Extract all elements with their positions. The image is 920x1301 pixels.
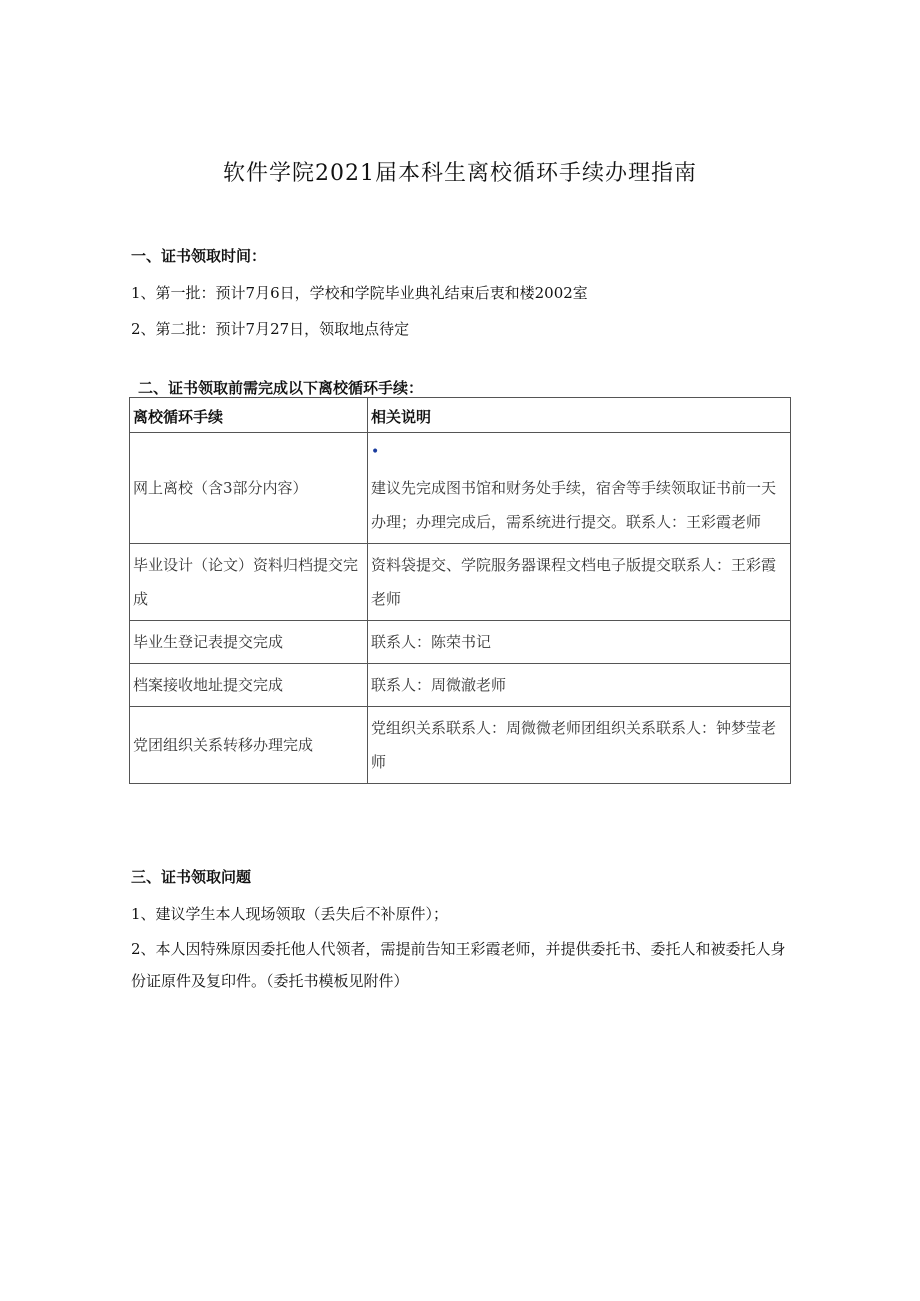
procedure-cell: 党团组织关系转移办理完成 xyxy=(130,707,368,784)
note-cell xyxy=(368,433,791,544)
section-3-item-1: 1、建议学生本人现场领取（丢失后不补原件）； xyxy=(131,905,449,923)
bullet-mark: • xyxy=(371,444,380,460)
column-header-notes: 相关说明 xyxy=(368,398,791,433)
column-header-procedure: 离校循环手续 xyxy=(130,398,368,433)
note-cell: 党组织关系联系人：周微微老师团组织关系联系人：钟梦莹老师 xyxy=(368,707,791,784)
procedure-cell: 网上离校（含3部分内容） xyxy=(130,433,368,544)
note-cell: 联系人：周微澈老师 xyxy=(368,664,791,707)
note-cell: 资料袋提交、学院服务器课程文档电子版提交联系人：王彩霞老师 xyxy=(368,544,791,621)
table-row xyxy=(130,621,791,664)
procedure-cell: 毕业生登记表提交完成 xyxy=(130,621,368,664)
section-3-heading: 三、证书领取问题 xyxy=(131,868,252,886)
table-row xyxy=(130,707,791,784)
table-row xyxy=(130,664,791,707)
section-1-heading: 一、证书领取时间： xyxy=(131,247,267,265)
procedure-cell: 档案接收地址提交完成 xyxy=(130,664,368,707)
note-cell: 联系人：陈荣书记 xyxy=(368,621,791,664)
table-row xyxy=(130,544,791,621)
document-title: 软件学院2021届本科生离校循环手续办理指南 xyxy=(223,161,697,186)
section-1-item-2: 2、第二批：预计7月27日，领取地点待定 xyxy=(131,320,410,338)
table-row xyxy=(130,433,791,544)
procedure-cell: 毕业设计（论文）资料归档提交完成 xyxy=(130,544,368,621)
section-1-item-1: 1、第一批：预计7月6日，学校和学院毕业典礼结束后衷和楼2002室 xyxy=(131,284,588,302)
section-2-heading: 二、证书领取前需完成以下离校循环手续： xyxy=(138,379,424,397)
note-text: 建议先完成图书馆和财务处手续，宿舍等手续领取证书前一天办理；办理完成后，需系统进行提交。联系人：王彩霞老师 xyxy=(371,479,777,531)
section-3-item-2: 2、本人因特殊原因委托他人代领者，需提前告知王彩霞老师，并提供委托书、委托人和被委托人身份证原件及复印件。（委托书模板见附件） xyxy=(131,940,786,990)
procedures-table xyxy=(129,397,791,784)
table-header-row xyxy=(130,398,791,433)
